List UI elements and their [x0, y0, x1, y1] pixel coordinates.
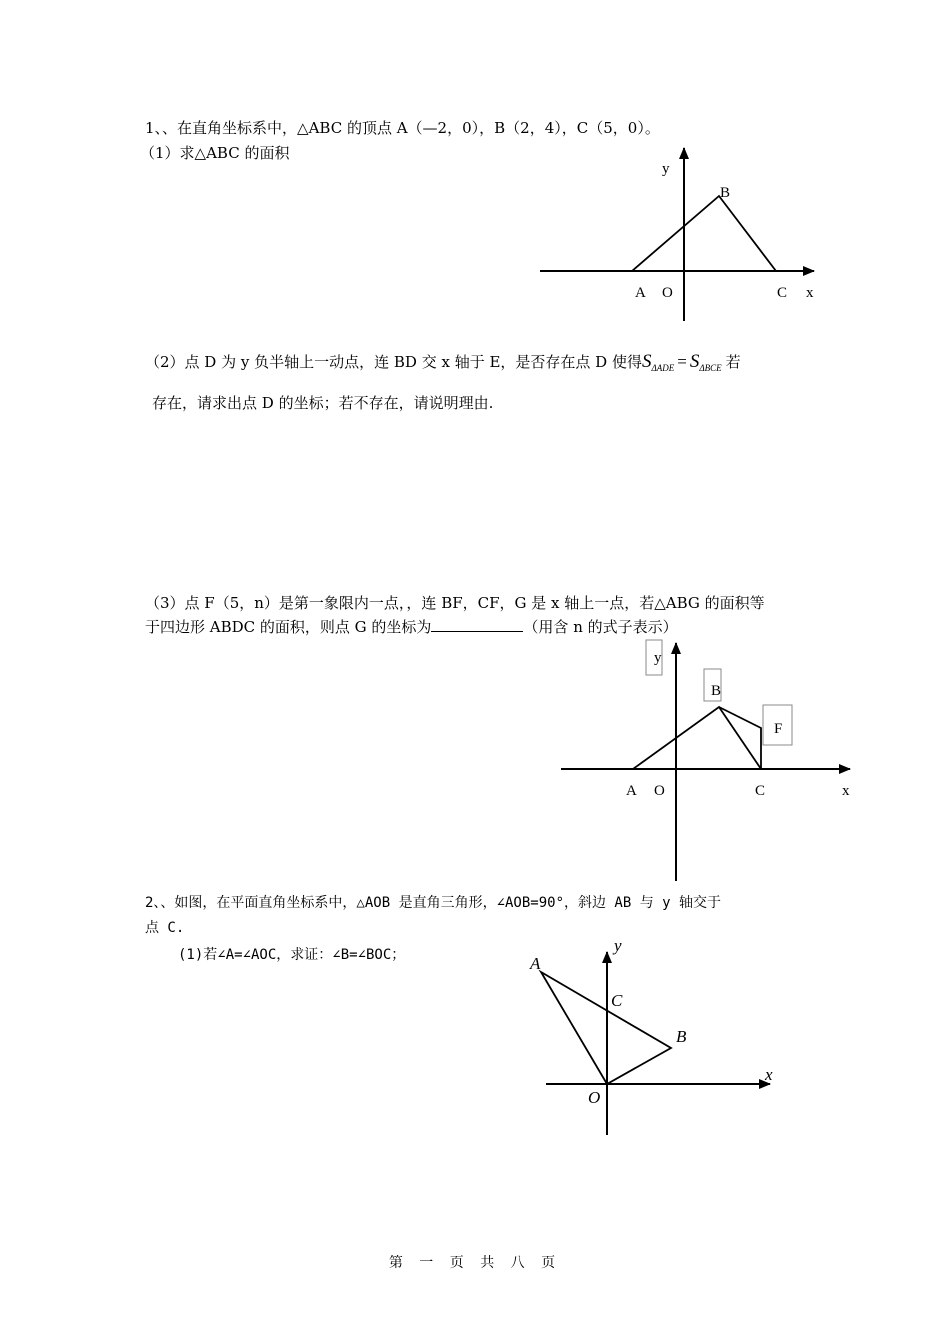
fig2-label-x: x [842, 783, 850, 799]
fig2-label-a: A [626, 783, 637, 799]
fig3-label-o: O [588, 1088, 601, 1107]
fig2-label-f: F [774, 721, 783, 737]
figure-2-abfc [561, 643, 850, 881]
fig1-label-y: y [662, 161, 670, 177]
q2-intro-line2: 点 C. [145, 920, 185, 936]
fig1-label-o: O [662, 285, 673, 301]
q1-part2-line2: 存在，请求出点 D 的坐标；若不存在，请说明理由. [152, 394, 494, 412]
q1-part3-post: （用含 n 的式子表示） [523, 618, 678, 636]
fig2-label-b: B [711, 683, 722, 699]
formula-rhs: S [689, 351, 700, 372]
q1-intro: 1、、在直角坐标系中，△ABC 的顶点 A（—2，0），B（2，4），C（5，0）。 [145, 119, 660, 137]
figure-1-triangle-abc [540, 148, 814, 321]
fig3-label-b: B [676, 1027, 687, 1046]
q1-part2-text: （2）点 D 为 y 负半轴上一动点，连 BD 交 x 轴于 E，是否存在点 D 使得 [145, 353, 642, 371]
figure-3-triangle-aob [541, 952, 770, 1135]
q1-part2-tail: 若 [725, 353, 741, 371]
fig1-label-a: A [635, 285, 646, 301]
q2-intro-line1: 2、、如图，在平面直角坐标系中，△AOB 是直角三角形，∠AOB=90°，斜边 AB 与 y 轴交于 [145, 895, 722, 911]
q1-part1: （1）求△ABC 的面积 [140, 144, 290, 162]
fig3-label-a: A [530, 954, 541, 973]
q1-part3-line1: （3）点 F（5，n）是第一象限内一点，，连 BF，CF，G 是 x 轴上一点，若△ABG 的面积等 [145, 594, 765, 612]
fig1-label-x: x [806, 285, 814, 301]
formula-lhs: S [641, 351, 652, 372]
fig1-label-b: B [720, 185, 731, 201]
fig3-label-y: y [614, 936, 622, 955]
formula-eq: = [677, 352, 687, 371]
fig2-label-c: C [755, 783, 766, 799]
q1-part3-pre: 于四边形 ABDC 的面积，则点 G 的坐标为 [145, 618, 432, 636]
q2-part1: (1)若∠A=∠AOC，求证：∠B=∠BOC； [178, 947, 406, 963]
formula-lhs-sub: ΔADE [651, 363, 675, 373]
fig3-label-x: x [765, 1065, 773, 1084]
formula-rhs-sub: ΔBCE [699, 363, 722, 373]
fig1-label-c: C [777, 285, 788, 301]
fig2-label-y: y [654, 650, 662, 666]
fig1-triangle [632, 196, 776, 271]
fig2-label-o: O [654, 783, 665, 799]
fig2-triangle [633, 707, 761, 769]
fig3-label-c: C [611, 991, 623, 1010]
page-footer: 第 一 页 共 八 页 [388, 1255, 562, 1271]
